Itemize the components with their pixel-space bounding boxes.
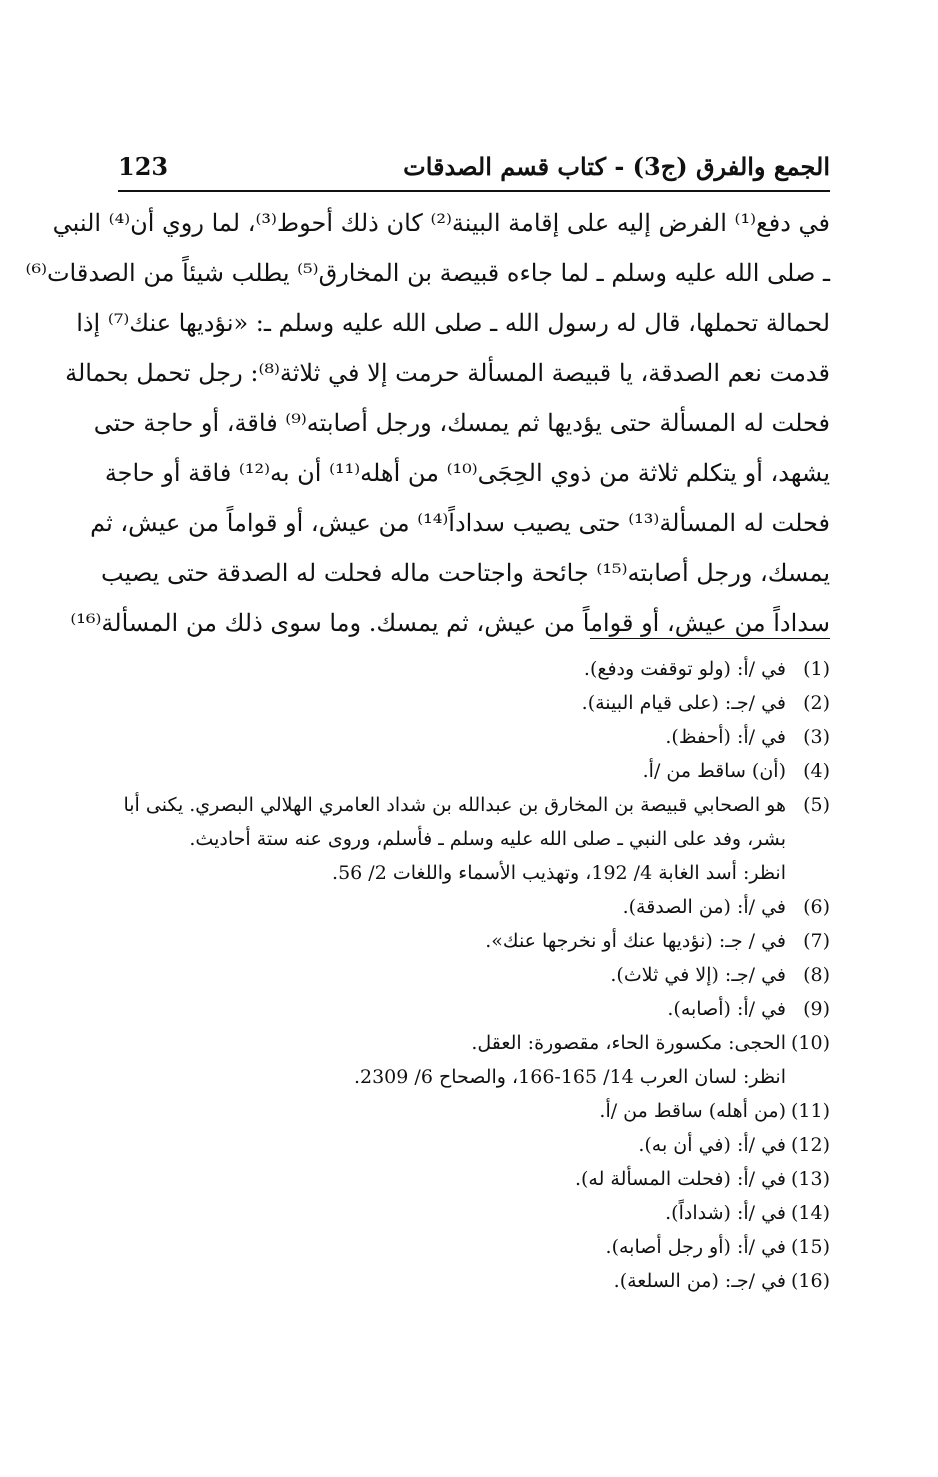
- footnote-number: (2): [803, 692, 830, 714]
- body-line: في دفع⁽¹⁾ الفرض إليه على إقامة البينة⁽²⁾ كان ذلك أحوط⁽³⁾، لما روي أن⁽⁴⁾ النبي: [52, 209, 830, 237]
- footnote: [110, 1094, 830, 1128]
- header-rule: [118, 190, 830, 192]
- body-line: فحلت له المسألة حتى يؤديها ثم يمسك، ورجل أصابته⁽⁹⁾ فاقة، أو حاجة حتى: [93, 409, 830, 437]
- footnote: [110, 686, 830, 720]
- footnote: [110, 958, 830, 992]
- footnote-number: (8): [803, 964, 830, 986]
- footnote: [110, 992, 830, 1026]
- footnote-text: في /جـ: (من السلعة).: [613, 1270, 786, 1292]
- footnote-text: في /أ: (أو رجل أصابه).: [605, 1236, 786, 1258]
- main-text: [25, 198, 830, 648]
- footnote-text: في /أ: (في أن به).: [638, 1134, 786, 1156]
- footnote-text: في /جـ: (على قيام البينة).: [581, 692, 786, 714]
- footnote: [110, 890, 830, 924]
- footnote: [110, 1128, 830, 1162]
- footnote-text: في /أ: (ولو توقفت ودفع).: [583, 658, 786, 680]
- footnote-number: (14): [790, 1202, 830, 1224]
- footnote-separator: [590, 638, 830, 639]
- footnote: [110, 1196, 830, 1230]
- footnote-text: في /أ: (فحلت المسألة له).: [574, 1168, 786, 1190]
- footnote-text: الحجى: مكسورة الحاء، مقصورة: العقل.: [471, 1032, 786, 1054]
- footnote-text: (أن) ساقط من /أ.: [642, 760, 786, 782]
- footnote-text: في /أ: (شداداً).: [665, 1202, 786, 1224]
- footnote-continuation: بشر، وفد على النبي ـ صلى الله عليه وسلم ـ فأسلم، وروى عنه ستة أحاديث.: [189, 828, 786, 850]
- body-line: يشهد، أو يتكلم ثلاثة من ذوي الحِجَى⁽¹⁰⁾ من أهله⁽¹¹⁾ أن به⁽¹²⁾ فاقة أو حاجة: [104, 459, 830, 487]
- footnote-number: (16): [790, 1270, 830, 1292]
- footnote-text: في /أ: (من الصدقة).: [622, 896, 786, 918]
- footnote-text: هو الصحابي قبيصة بن المخارق بن عبدالله بن شداد العامري الهلالي البصري. يكنى أبا: [123, 794, 786, 816]
- footnote-text: في /أ: (أصابه).: [667, 998, 786, 1020]
- body-line: فحلت له المسألة⁽¹³⁾ حتى يصيب سداداً⁽¹⁴⁾ من عيش، أو قواماً من عيش، ثم: [90, 509, 830, 537]
- footnote-number: (1): [803, 658, 830, 680]
- footnote-number: (4): [803, 760, 830, 782]
- footnote-text: في / جـ: (نؤديها عنك أو نخرجها عنك».: [485, 930, 786, 952]
- footnote-number: (7): [803, 930, 830, 952]
- footnote-continuation: انظر: أسد الغابة 4/ 192، وتهذيب الأسماء واللغات 2/ 56.: [332, 862, 786, 884]
- footnote: [110, 1162, 830, 1196]
- footnote-text: في /جـ: (إلا في ثلاث).: [610, 964, 786, 986]
- page-number: 123: [118, 152, 169, 181]
- footnote-number: (9): [803, 998, 830, 1020]
- footnote-text: في /أ: (أحفظ).: [665, 726, 786, 748]
- footnote-number: (3): [803, 726, 830, 748]
- body-line: لحمالة تحملها، قال له رسول الله ـ صلى الله عليه وسلم ـ: «نؤديها عنك⁽⁷⁾ إذا: [76, 309, 830, 337]
- footnote-number: (10): [790, 1032, 830, 1054]
- body-line: سداداً من عيش، أو قواماً من عيش، ثم يمسك. وما سوى ذلك من المسألة⁽¹⁶⁾: [70, 609, 830, 637]
- footnote-number: (11): [790, 1100, 830, 1122]
- footnote: [110, 1230, 830, 1264]
- footnote-number: (6): [803, 896, 830, 918]
- body-line: ـ صلى الله عليه وسلم ـ لما جاءه قبيصة بن المخارق⁽⁵⁾ يطلب شيئاً من الصدقات⁽⁶⁾: [25, 259, 830, 287]
- running-title: الجمع والفرق (ج3) - كتاب قسم الصدقات: [403, 152, 830, 181]
- footnote-number: (12): [790, 1134, 830, 1156]
- footnote: [110, 1264, 830, 1298]
- footnote-number: (5): [803, 794, 830, 816]
- footnote-number: (15): [790, 1236, 830, 1258]
- footnote: [110, 754, 830, 788]
- body-line: قدمت نعم الصدقة، يا قبيصة المسألة حرمت إلا في ثلاثة⁽⁸⁾: رجل تحمل بحمالة: [65, 359, 830, 387]
- footnote: [110, 1026, 830, 1094]
- footnote: [110, 652, 830, 686]
- footnote-number: (13): [790, 1168, 830, 1190]
- body-line: يمسك، ورجل أصابته⁽¹⁵⁾ جائحة واجتاحت ماله فحلت له الصدقة حتى يصيب: [101, 559, 830, 587]
- footnote: [110, 788, 830, 890]
- footnote-continuation: انظر: لسان العرب 14/ 165-166، والصحاح 6/ 2309.: [353, 1066, 786, 1088]
- footnote: [110, 720, 830, 754]
- footnotes: [110, 652, 830, 1298]
- footnote: [110, 924, 830, 958]
- footnote-text: (من أهله) ساقط من /أ.: [599, 1100, 786, 1122]
- running-header: [118, 148, 830, 188]
